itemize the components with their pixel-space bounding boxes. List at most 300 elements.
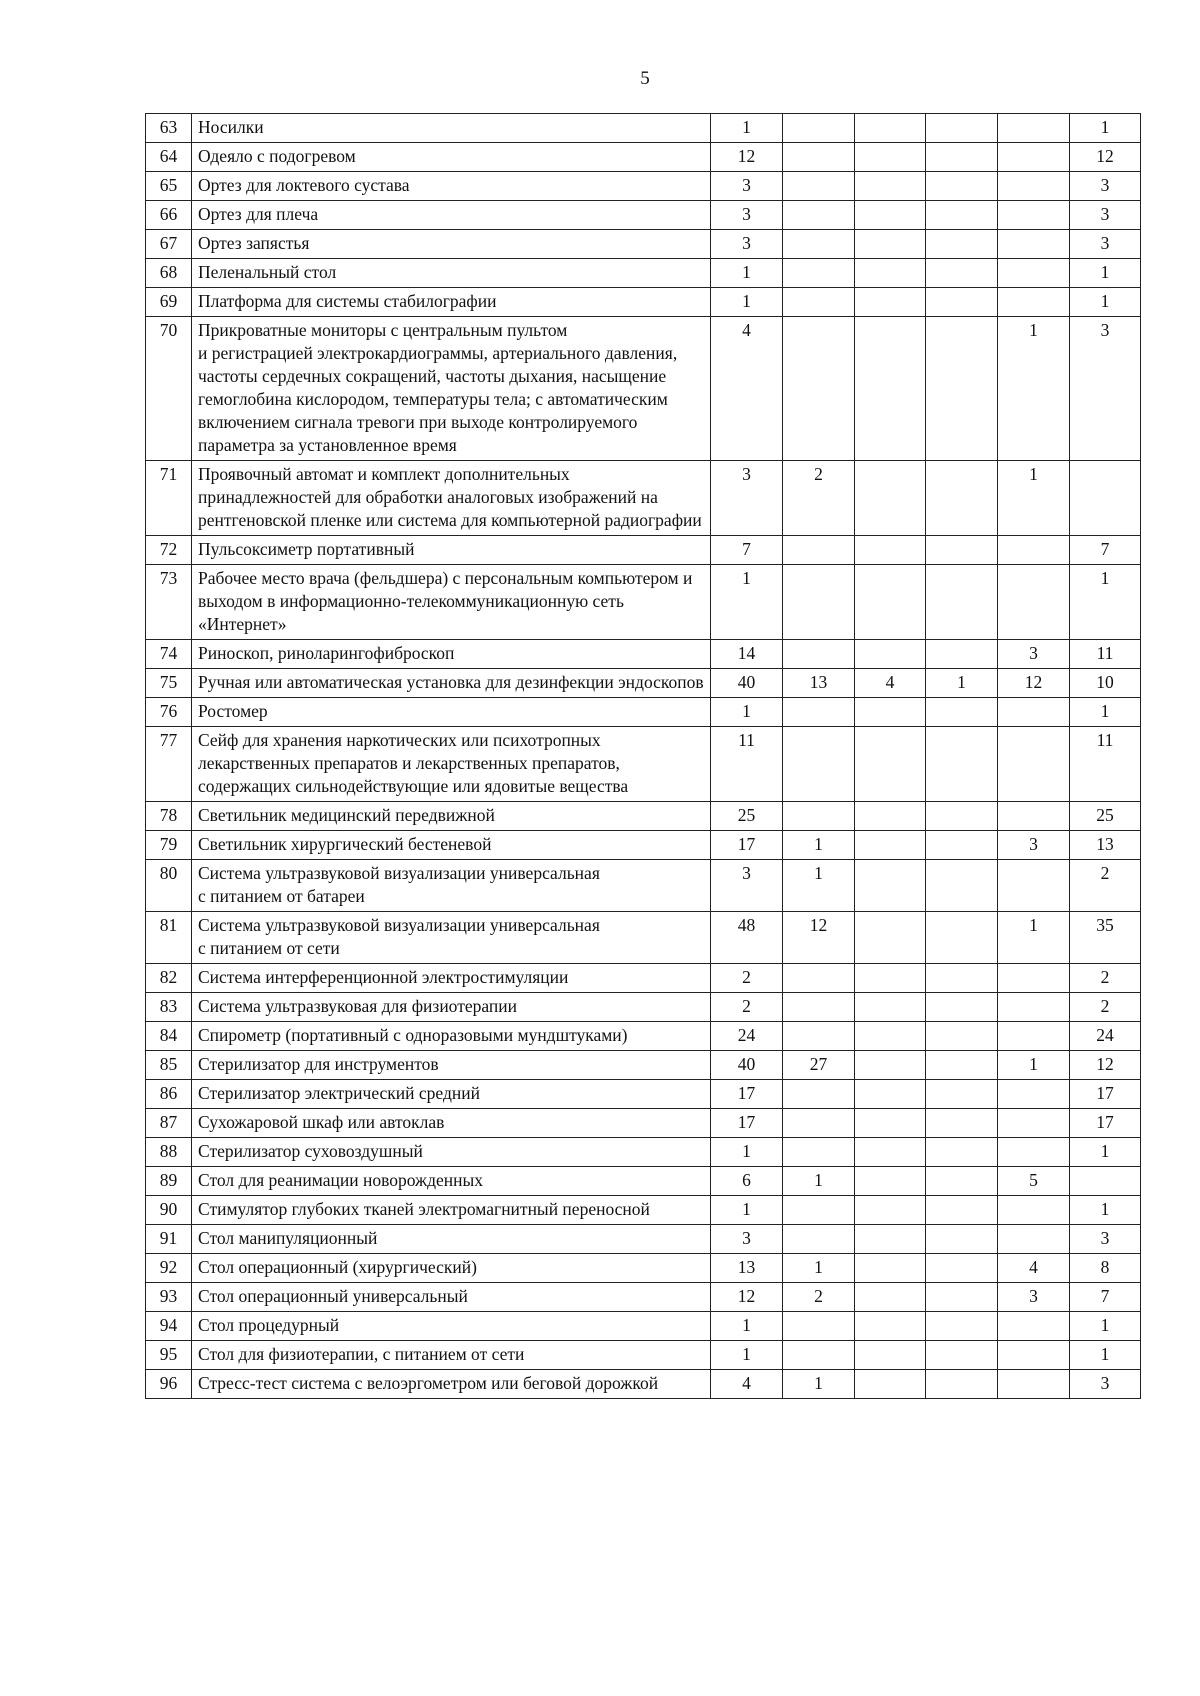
equipment-name: Ортез запястья xyxy=(192,230,711,259)
equipment-name: Рабочее место врача (фельдшера) с персональным компьютером и выходом в информационно-телекоммуникационную сеть «Интернет» xyxy=(192,565,711,640)
quantity-col-3 xyxy=(855,727,926,802)
equipment-name: Стол операционный (хирургический) xyxy=(192,1254,711,1283)
row-number: 82 xyxy=(146,964,192,993)
quantity-col-5: 3 xyxy=(998,1283,1070,1312)
quantity-col-6: 12 xyxy=(1070,143,1141,172)
quantity-col-2 xyxy=(783,802,855,831)
equipment-name: Спирометр (портативный с одноразовыми мундштуками) xyxy=(192,1022,711,1051)
table-row xyxy=(146,201,1141,230)
row-number: 79 xyxy=(146,831,192,860)
row-number: 71 xyxy=(146,461,192,536)
quantity-col-3 xyxy=(855,993,926,1022)
equipment-name: Стерилизатор для инструментов xyxy=(192,1051,711,1080)
quantity-col-4 xyxy=(926,230,998,259)
quantity-col-2: 12 xyxy=(783,912,855,964)
quantity-col-2 xyxy=(783,964,855,993)
quantity-col-5: 3 xyxy=(998,640,1070,669)
quantity-col-3 xyxy=(855,143,926,172)
quantity-total: 3 xyxy=(711,172,783,201)
quantity-col-6: 7 xyxy=(1070,1283,1141,1312)
quantity-col-4 xyxy=(926,565,998,640)
quantity-col-2 xyxy=(783,1022,855,1051)
equipment-name: Ручная или автоматическая установка для дезинфекции эндоскопов xyxy=(192,669,711,698)
quantity-col-4 xyxy=(926,1080,998,1109)
quantity-col-3 xyxy=(855,536,926,565)
table-row xyxy=(146,1167,1141,1196)
row-number: 63 xyxy=(146,114,192,143)
quantity-col-5: 12 xyxy=(998,669,1070,698)
equipment-name: Сейф для хранения наркотических или психотропных лекарственных препаратов и лекарственных препаратов, содержащих сильнодействующие или ядовитые вещества xyxy=(192,727,711,802)
quantity-col-5 xyxy=(998,288,1070,317)
quantity-total: 3 xyxy=(711,1225,783,1254)
quantity-col-2: 1 xyxy=(783,860,855,912)
quantity-col-6: 1 xyxy=(1070,259,1141,288)
quantity-col-2 xyxy=(783,1109,855,1138)
quantity-col-5 xyxy=(998,565,1070,640)
equipment-name: Стресс-тест система с велоэргометром или беговой дорожкой xyxy=(192,1370,711,1399)
quantity-col-5 xyxy=(998,993,1070,1022)
row-number: 87 xyxy=(146,1109,192,1138)
quantity-total: 3 xyxy=(711,860,783,912)
quantity-col-5 xyxy=(998,172,1070,201)
quantity-total: 11 xyxy=(711,727,783,802)
quantity-total: 1 xyxy=(711,565,783,640)
table-row xyxy=(146,802,1141,831)
quantity-col-5 xyxy=(998,860,1070,912)
quantity-col-2 xyxy=(783,143,855,172)
quantity-col-2 xyxy=(783,1225,855,1254)
quantity-col-6: 13 xyxy=(1070,831,1141,860)
row-number: 66 xyxy=(146,201,192,230)
quantity-col-3 xyxy=(855,964,926,993)
quantity-col-2: 1 xyxy=(783,1370,855,1399)
quantity-col-5 xyxy=(998,1138,1070,1167)
quantity-col-2 xyxy=(783,565,855,640)
quantity-col-2 xyxy=(783,288,855,317)
quantity-total: 24 xyxy=(711,1022,783,1051)
quantity-col-6: 1 xyxy=(1070,1341,1141,1370)
quantity-col-5 xyxy=(998,230,1070,259)
quantity-col-5 xyxy=(998,1312,1070,1341)
row-number: 93 xyxy=(146,1283,192,1312)
row-number: 96 xyxy=(146,1370,192,1399)
quantity-col-2: 1 xyxy=(783,831,855,860)
equipment-name: Стол манипуляционный xyxy=(192,1225,711,1254)
row-number: 86 xyxy=(146,1080,192,1109)
quantity-col-3 xyxy=(855,1312,926,1341)
quantity-total: 40 xyxy=(711,1051,783,1080)
row-number: 69 xyxy=(146,288,192,317)
quantity-total: 13 xyxy=(711,1254,783,1283)
quantity-col-3 xyxy=(855,114,926,143)
quantity-col-2 xyxy=(783,993,855,1022)
table-row xyxy=(146,114,1141,143)
equipment-name: Стол операционный универсальный xyxy=(192,1283,711,1312)
quantity-col-3 xyxy=(855,1022,926,1051)
equipment-name: Светильник хирургический бестеневой xyxy=(192,831,711,860)
quantity-col-5 xyxy=(998,201,1070,230)
table-row xyxy=(146,461,1141,536)
quantity-col-4 xyxy=(926,1138,998,1167)
quantity-col-6: 1 xyxy=(1070,565,1141,640)
quantity-col-3 xyxy=(855,802,926,831)
row-number: 83 xyxy=(146,993,192,1022)
quantity-col-2 xyxy=(783,1341,855,1370)
table-row xyxy=(146,1254,1141,1283)
quantity-col-6: 1 xyxy=(1070,288,1141,317)
quantity-col-2: 1 xyxy=(783,1167,855,1196)
quantity-col-6: 3 xyxy=(1070,317,1141,461)
quantity-col-6: 1 xyxy=(1070,698,1141,727)
quantity-col-6: 2 xyxy=(1070,964,1141,993)
quantity-col-6 xyxy=(1070,461,1141,536)
quantity-col-5 xyxy=(998,1341,1070,1370)
table-row xyxy=(146,143,1141,172)
table-row xyxy=(146,993,1141,1022)
table-row xyxy=(146,1109,1141,1138)
quantity-col-4 xyxy=(926,201,998,230)
table-row xyxy=(146,640,1141,669)
quantity-col-4 xyxy=(926,1225,998,1254)
table-row xyxy=(146,317,1141,461)
quantity-col-6: 17 xyxy=(1070,1109,1141,1138)
quantity-total: 12 xyxy=(711,143,783,172)
quantity-col-3 xyxy=(855,288,926,317)
quantity-col-5 xyxy=(998,1370,1070,1399)
equipment-name: Ортез для плеча xyxy=(192,201,711,230)
page-number: 5 xyxy=(640,68,650,89)
equipment-name: Система интерференционной электростимуляции xyxy=(192,964,711,993)
quantity-total: 1 xyxy=(711,1138,783,1167)
quantity-col-5 xyxy=(998,1196,1070,1225)
quantity-col-2: 13 xyxy=(783,669,855,698)
quantity-col-2 xyxy=(783,1312,855,1341)
equipment-name: Стерилизатор электрический средний xyxy=(192,1080,711,1109)
equipment-name: Носилки xyxy=(192,114,711,143)
equipment-name: Ортез для локтевого сустава xyxy=(192,172,711,201)
quantity-col-5 xyxy=(998,1109,1070,1138)
quantity-col-2 xyxy=(783,172,855,201)
quantity-col-5 xyxy=(998,1080,1070,1109)
quantity-col-4 xyxy=(926,993,998,1022)
quantity-col-5 xyxy=(998,727,1070,802)
equipment-name: Пеленальный стол xyxy=(192,259,711,288)
quantity-total: 6 xyxy=(711,1167,783,1196)
equipment-table xyxy=(145,113,1141,1399)
quantity-col-2 xyxy=(783,201,855,230)
table-body xyxy=(146,114,1141,1399)
equipment-name: Одеяло с подогревом xyxy=(192,143,711,172)
equipment-name: Пульсоксиметр портативный xyxy=(192,536,711,565)
quantity-col-6: 1 xyxy=(1070,1312,1141,1341)
quantity-col-6: 2 xyxy=(1070,860,1141,912)
quantity-total: 17 xyxy=(711,1080,783,1109)
equipment-name: Проявочный автомат и комплект дополнительных принадлежностей для обработки аналоговых изображений на рентгеновской пленке или система для компьютерной радиографии xyxy=(192,461,711,536)
quantity-col-4 xyxy=(926,912,998,964)
quantity-col-6: 3 xyxy=(1070,172,1141,201)
quantity-col-3 xyxy=(855,317,926,461)
table-row xyxy=(146,288,1141,317)
quantity-total: 1 xyxy=(711,698,783,727)
quantity-total: 12 xyxy=(711,1283,783,1312)
quantity-col-5 xyxy=(998,114,1070,143)
quantity-col-2: 2 xyxy=(783,1283,855,1312)
quantity-col-6: 12 xyxy=(1070,1051,1141,1080)
quantity-col-2 xyxy=(783,698,855,727)
quantity-col-6: 35 xyxy=(1070,912,1141,964)
quantity-col-5: 1 xyxy=(998,461,1070,536)
quantity-col-2 xyxy=(783,317,855,461)
quantity-total: 1 xyxy=(711,1341,783,1370)
row-number: 84 xyxy=(146,1022,192,1051)
quantity-total: 4 xyxy=(711,1370,783,1399)
quantity-total: 17 xyxy=(711,831,783,860)
quantity-col-4 xyxy=(926,831,998,860)
row-number: 78 xyxy=(146,802,192,831)
quantity-total: 14 xyxy=(711,640,783,669)
equipment-name: Стол процедурный xyxy=(192,1312,711,1341)
quantity-col-4 xyxy=(926,1254,998,1283)
quantity-col-6: 25 xyxy=(1070,802,1141,831)
quantity-col-4 xyxy=(926,1341,998,1370)
quantity-col-2 xyxy=(783,1138,855,1167)
table-row xyxy=(146,1022,1141,1051)
quantity-col-2 xyxy=(783,1080,855,1109)
quantity-total: 48 xyxy=(711,912,783,964)
equipment-name: Ростомер xyxy=(192,698,711,727)
row-number: 70 xyxy=(146,317,192,461)
table-row xyxy=(146,831,1141,860)
quantity-col-2: 27 xyxy=(783,1051,855,1080)
row-number: 85 xyxy=(146,1051,192,1080)
table-row xyxy=(146,1138,1141,1167)
equipment-name: Сухожаровой шкаф или автоклав xyxy=(192,1109,711,1138)
quantity-col-3 xyxy=(855,565,926,640)
quantity-col-3 xyxy=(855,640,926,669)
quantity-col-4 xyxy=(926,698,998,727)
quantity-col-3 xyxy=(855,1138,926,1167)
table-row xyxy=(146,230,1141,259)
quantity-col-4 xyxy=(926,172,998,201)
equipment-name: Светильник медицинский передвижной xyxy=(192,802,711,831)
row-number: 92 xyxy=(146,1254,192,1283)
quantity-col-4 xyxy=(926,860,998,912)
quantity-col-6: 3 xyxy=(1070,230,1141,259)
quantity-col-4 xyxy=(926,1283,998,1312)
quantity-col-4: 1 xyxy=(926,669,998,698)
row-number: 75 xyxy=(146,669,192,698)
quantity-col-3 xyxy=(855,201,926,230)
quantity-col-4 xyxy=(926,114,998,143)
quantity-col-6: 2 xyxy=(1070,993,1141,1022)
quantity-col-5 xyxy=(998,259,1070,288)
quantity-col-2 xyxy=(783,640,855,669)
quantity-col-3 xyxy=(855,831,926,860)
quantity-col-3 xyxy=(855,1254,926,1283)
quantity-col-4 xyxy=(926,1109,998,1138)
equipment-name: Прикроватные мониторы с центральным пультом и регистрацией электрокардиограммы, артериального давления, частоты сердечных сокращений, частоты дыхания, насыщение гемоглобина кислородом, температуры тела; с автоматическим включением сигнала тревоги при выходе контролируемого параметра за установленное время xyxy=(192,317,711,461)
quantity-total: 2 xyxy=(711,964,783,993)
table-row xyxy=(146,698,1141,727)
row-number: 95 xyxy=(146,1341,192,1370)
quantity-col-3 xyxy=(855,1167,926,1196)
row-number: 89 xyxy=(146,1167,192,1196)
quantity-col-2 xyxy=(783,727,855,802)
row-number: 94 xyxy=(146,1312,192,1341)
row-number: 76 xyxy=(146,698,192,727)
row-number: 90 xyxy=(146,1196,192,1225)
quantity-col-6: 11 xyxy=(1070,727,1141,802)
quantity-col-2 xyxy=(783,114,855,143)
table-row xyxy=(146,727,1141,802)
quantity-col-2: 1 xyxy=(783,1254,855,1283)
table-row xyxy=(146,1225,1141,1254)
quantity-total: 7 xyxy=(711,536,783,565)
row-number: 88 xyxy=(146,1138,192,1167)
quantity-col-2 xyxy=(783,230,855,259)
quantity-total: 17 xyxy=(711,1109,783,1138)
row-number: 68 xyxy=(146,259,192,288)
row-number: 72 xyxy=(146,536,192,565)
quantity-total: 25 xyxy=(711,802,783,831)
row-number: 73 xyxy=(146,565,192,640)
quantity-total: 1 xyxy=(711,1312,783,1341)
equipment-name: Стимулятор глубоких тканей электромагнитный переносной xyxy=(192,1196,711,1225)
row-number: 77 xyxy=(146,727,192,802)
table-row xyxy=(146,1341,1141,1370)
quantity-col-5 xyxy=(998,698,1070,727)
quantity-col-3 xyxy=(855,912,926,964)
quantity-col-3 xyxy=(855,230,926,259)
row-number: 91 xyxy=(146,1225,192,1254)
quantity-col-4 xyxy=(926,1022,998,1051)
row-number: 74 xyxy=(146,640,192,669)
quantity-col-2: 2 xyxy=(783,461,855,536)
quantity-col-6: 3 xyxy=(1070,1370,1141,1399)
quantity-col-2 xyxy=(783,259,855,288)
quantity-col-6: 11 xyxy=(1070,640,1141,669)
table-row xyxy=(146,860,1141,912)
quantity-col-4 xyxy=(926,259,998,288)
quantity-col-5 xyxy=(998,802,1070,831)
quantity-col-4 xyxy=(926,1312,998,1341)
quantity-col-6: 10 xyxy=(1070,669,1141,698)
quantity-col-6: 1 xyxy=(1070,114,1141,143)
quantity-total: 4 xyxy=(711,317,783,461)
quantity-col-3 xyxy=(855,1080,926,1109)
quantity-col-3 xyxy=(855,172,926,201)
quantity-col-3 xyxy=(855,461,926,536)
equipment-name: Система ультразвуковой визуализации универсальная с питанием от сети xyxy=(192,912,711,964)
quantity-col-2 xyxy=(783,536,855,565)
quantity-col-6: 1 xyxy=(1070,1138,1141,1167)
quantity-col-3 xyxy=(855,1196,926,1225)
quantity-col-6: 1 xyxy=(1070,1196,1141,1225)
quantity-col-3 xyxy=(855,1109,926,1138)
table-row xyxy=(146,964,1141,993)
quantity-col-3 xyxy=(855,860,926,912)
quantity-col-4 xyxy=(926,1196,998,1225)
quantity-total: 3 xyxy=(711,461,783,536)
quantity-col-5 xyxy=(998,1225,1070,1254)
table-row xyxy=(146,536,1141,565)
table-row xyxy=(146,1080,1141,1109)
row-number: 81 xyxy=(146,912,192,964)
row-number: 80 xyxy=(146,860,192,912)
quantity-col-3 xyxy=(855,259,926,288)
row-number: 64 xyxy=(146,143,192,172)
table-row xyxy=(146,565,1141,640)
quantity-col-6: 3 xyxy=(1070,201,1141,230)
table-row xyxy=(146,912,1141,964)
quantity-col-6: 8 xyxy=(1070,1254,1141,1283)
quantity-total: 3 xyxy=(711,201,783,230)
quantity-col-4 xyxy=(926,1370,998,1399)
quantity-total: 40 xyxy=(711,669,783,698)
quantity-col-2 xyxy=(783,1196,855,1225)
equipment-name: Риноскоп, риноларингофиброскоп xyxy=(192,640,711,669)
table-row xyxy=(146,172,1141,201)
quantity-col-3 xyxy=(855,1370,926,1399)
table-row xyxy=(146,1196,1141,1225)
table-row xyxy=(146,1283,1141,1312)
equipment-name: Стол для реанимации новорожденных xyxy=(192,1167,711,1196)
quantity-total: 2 xyxy=(711,993,783,1022)
equipment-name: Система ультразвуковой визуализации универсальная с питанием от батареи xyxy=(192,860,711,912)
quantity-col-5: 1 xyxy=(998,912,1070,964)
quantity-total: 1 xyxy=(711,288,783,317)
table-row xyxy=(146,259,1141,288)
quantity-col-5 xyxy=(998,1022,1070,1051)
quantity-total: 1 xyxy=(711,259,783,288)
quantity-total: 3 xyxy=(711,230,783,259)
row-number: 65 xyxy=(146,172,192,201)
quantity-col-3 xyxy=(855,1283,926,1312)
quantity-total: 1 xyxy=(711,1196,783,1225)
quantity-col-3 xyxy=(855,1051,926,1080)
quantity-col-4 xyxy=(926,317,998,461)
equipment-name: Платформа для системы стабилографии xyxy=(192,288,711,317)
quantity-col-6 xyxy=(1070,1167,1141,1196)
quantity-col-4 xyxy=(926,1167,998,1196)
quantity-total: 1 xyxy=(711,114,783,143)
quantity-col-5 xyxy=(998,536,1070,565)
quantity-col-5: 3 xyxy=(998,831,1070,860)
quantity-col-6: 7 xyxy=(1070,536,1141,565)
equipment-name: Система ультразвуковая для физиотерапии xyxy=(192,993,711,1022)
table-row xyxy=(146,669,1141,698)
row-number: 67 xyxy=(146,230,192,259)
quantity-col-4 xyxy=(926,727,998,802)
equipment-name: Стол для физиотерапии, с питанием от сети xyxy=(192,1341,711,1370)
quantity-col-4 xyxy=(926,964,998,993)
table-row xyxy=(146,1312,1141,1341)
quantity-col-3 xyxy=(855,1225,926,1254)
quantity-col-5: 1 xyxy=(998,1051,1070,1080)
quantity-col-6: 24 xyxy=(1070,1022,1141,1051)
quantity-col-3 xyxy=(855,698,926,727)
quantity-col-5 xyxy=(998,964,1070,993)
quantity-col-5: 5 xyxy=(998,1167,1070,1196)
quantity-col-4 xyxy=(926,1051,998,1080)
quantity-col-4 xyxy=(926,461,998,536)
quantity-col-4 xyxy=(926,536,998,565)
quantity-col-3 xyxy=(855,1341,926,1370)
quantity-col-5: 4 xyxy=(998,1254,1070,1283)
quantity-col-4 xyxy=(926,640,998,669)
quantity-col-4 xyxy=(926,143,998,172)
quantity-col-5 xyxy=(998,143,1070,172)
